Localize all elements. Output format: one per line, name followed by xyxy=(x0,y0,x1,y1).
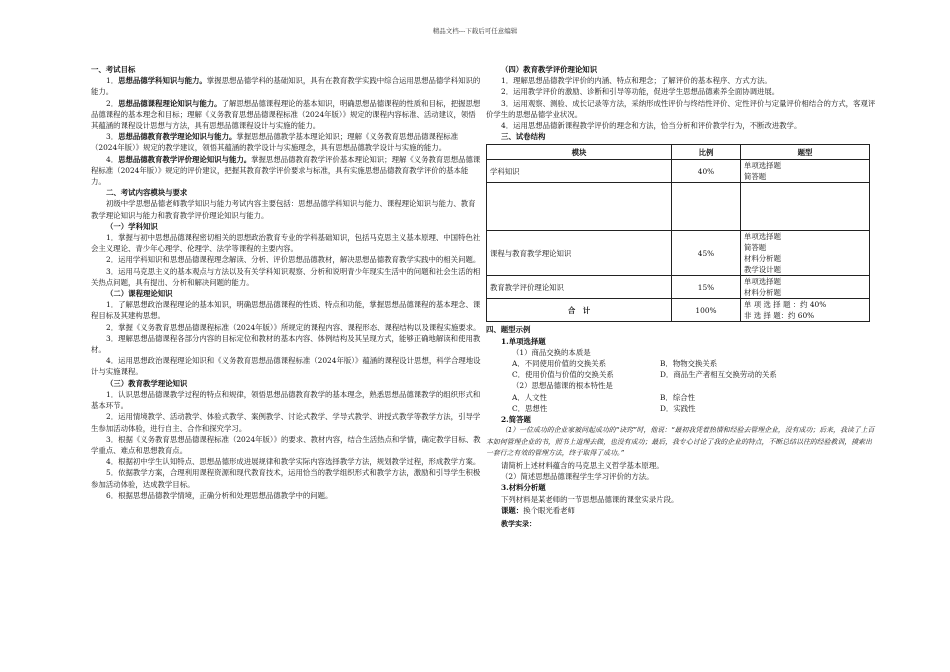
section-title: 二、考试内容模块与要求 xyxy=(106,188,188,198)
table-total-ratio: 100% xyxy=(672,299,741,322)
left-column xyxy=(91,64,482,501)
table-total-label: 合 计 xyxy=(487,299,672,322)
paragraph: 2．掌握《义务教育思想品德课程标准（2024年版）》所规定的课程内容、课程形态、课程结构以及课程实施要求。 xyxy=(106,322,481,332)
paragraph: 5．依据教学方案，合理利用课程资源和现代教育技术，运用恰当的教学组织形式和教学方法，激励和引导学生积极参加活动体验，达成教学目标。 xyxy=(91,468,481,489)
paragraph: 2．运用学科知识和思想品德课程理念解读、分析、评价思想品德教材，解决思想品德教育教学实践中的相关问题。 xyxy=(106,255,481,265)
subsection-title: （三）教育教学理论知识 xyxy=(106,378,188,388)
paragraph: 4．根据初中学生认知特点、思想品德形成进展规律和教学实际内容选择教学方法，规划教学过程，形成教学方案。 xyxy=(106,457,481,467)
right-column xyxy=(486,64,876,529)
paragraph: 1．了解思想政治课程理论的基本知识，明确思想品德课程的性质、特点和功能，掌握思想品德课程的基本理念、课程目标及其建构思想。 xyxy=(91,300,481,321)
table-cell-module: 课程与教育教学理论知识 xyxy=(487,231,672,276)
paragraph: 3．根据《义务教育思想品德课程标准（2024年版）》的要求、教材内容，结合生活热点和学情，确定教学目标、教学重点、难点和思想教育点。 xyxy=(91,434,481,455)
table-cell-module: 学科知识 xyxy=(487,160,672,183)
paragraph: 1．掌握与初中思想品德课程密切相关的思想政治教育专业的学科基础知识，包括马克思主义基本原理、中国特色社会主义理论、青少年心理学、伦理学、法学等课程的主要内容。 xyxy=(91,233,481,254)
table-row-empty xyxy=(487,183,870,231)
paragraph: 6．根据思想品德教学情境，正确分析和处理思想品德教学中的问题。 xyxy=(106,490,333,500)
paragraph: 2．运用教学评价的激励、诊断和引导等功能，促进学生思想品德素养全面协调进展。 xyxy=(501,87,780,97)
table-header: 题型 xyxy=(741,145,870,160)
table-row xyxy=(487,160,870,183)
quote-material: （1）一位成功的企业家被问起成功的“诀窍”时，他说：“最初我凭着热情和经验去管理企业，没有成功；后来，我读了上百本如何管理企业的书，照书上道理去做，也没有成功；最后，我专心讨论了我的企业的特点，不断总结以往的经验教训，摸索出一套行之有效的管理方法，终于取得了成功。” xyxy=(486,426,875,458)
goal-3: 3．思想品德教育教学理论知识与能力。掌握思想品德教学基本理论知识；理解《义务教育思想品德课程标准（2024年版）》规定的教学建议，领悟其蕴涵的教学设计与实施理念，具有思想品德教学设计与实施的能力。 xyxy=(91,132,459,153)
options-row: C．使用价值与价值的交换关系 D．商品生产者相互交换劳动的关系 xyxy=(512,370,777,380)
table-total-type: 单 项 选 择 题 ：约 40% 非 选 择 题：约 60% xyxy=(741,299,870,322)
table-cell-module: 教育教学评价理论知识 xyxy=(487,276,672,299)
question-type-title: 2.简答题 xyxy=(501,415,531,425)
table-total-row xyxy=(487,299,870,322)
subsection-title: （四）教育教学评价理论知识 xyxy=(501,65,598,74)
question-type-title: 3.材料分析题 xyxy=(501,483,546,493)
table-cell-type: 单项选择题 简答题 xyxy=(741,160,870,183)
paragraph: 4．运用思想品德新课程教学评价的理念和方法，恰当分析和评价教学行为，不断改进教学。 xyxy=(501,121,802,131)
options-row: C．思想性 D．实践性 xyxy=(512,403,696,413)
options-row: A．不同使用价值的交换关系 B．物物交换关系 xyxy=(512,359,718,369)
question-type-title: 1.单项选择题 xyxy=(501,336,546,346)
table-header: 模块 xyxy=(487,145,672,160)
goal-4: 4．思想品德教育教学评价理论知识与能力。掌握思想品德教育教学评价基本理论知识；理解《义务教育思想品德课程标准（2024年版）》规定的评价建议，把握其教育教学评价要求与标准，具有实施思想品德教育教学评价的基本能力。 xyxy=(91,154,481,187)
paragraph: 2．运用情境教学、活动教学、体验式教学、案例教学、讨论式教学、学导式教学、讲授式教学等教学方法，引导学生参加活动体验，进行自主、合作和探究学习。 xyxy=(91,412,481,433)
paragraph: 下列材料是某老师的一节思想品德课的课堂实录片段。 xyxy=(501,494,679,504)
table-header-row xyxy=(487,145,870,160)
lesson-topic: 课题：换个眼光看老师 xyxy=(501,505,575,515)
table-row xyxy=(487,276,870,299)
table-cell-ratio: 15% xyxy=(672,276,741,299)
paragraph: 3．运用马克思主义的基本观点与方法以及有关学科知识观察、分析和说明青少年现实生活中的问题和社会生活的相关热点问题，具有提出、分析和解决问题的能力。 xyxy=(91,266,481,287)
paragraph: 初级中学思想品德老师教学知识与能力考试内容主要包括：思想品德学科知识与能力、课程理论知识与能力、教育教学理论知识与能力和教育教学评价理论知识与能力。 xyxy=(91,199,476,220)
question: 请简析上述材料蕴含的马克思主义哲学基本原理。 xyxy=(501,461,664,471)
table-header: 比例 xyxy=(672,145,741,160)
question: （1）商品交换的本质是 xyxy=(512,347,591,357)
subsection-title: （二）课程理论知识 xyxy=(106,289,173,299)
page-header: 精品文档---下载后可任意编辑 xyxy=(432,27,518,35)
paragraph: 1．理解思想品德教学评价的内涵、特点和理念；了解评价的基本程序、方式方法。 xyxy=(501,76,772,86)
question: （2）思想品德课的根本特性是 xyxy=(512,381,613,391)
teaching-record-label: 教学实录： xyxy=(501,519,536,529)
section-title: 三、试卷结构 xyxy=(501,132,546,142)
subsection-title: （一）学科知识 xyxy=(106,221,158,231)
question: （2）简述思想品德课程学生学习评价的方法。 xyxy=(501,472,654,482)
paragraph: 4．运用思想政治课程理论知识和《义务教育思想品德课程标准（2024年版）》蕴涵的课程设计思想，科学合理地设计与实施课程。 xyxy=(91,356,481,377)
table-cell-ratio: 40% xyxy=(672,160,741,183)
goal-1: 1．思想品德学科知识与能力。掌握思想品德学科的基础知识，具有在教育教学实践中综合运用思想品德学科知识的能力。 xyxy=(91,76,481,97)
table-cell-type: 单项选择题 材料分析题 xyxy=(741,276,870,299)
section-title: 四、题型示例 xyxy=(486,325,531,335)
goal-2: 2．思想品德课程理论知识与能力。了解思想品德课程理论的基本知识，明确思想品德课程的性质和目标，把握思想品德课程的基本理念和目标；理解《义务教育思想品德课程标准（2024年版）》规定的课程内容标准、活动建议，领悟其蕴涵的课程设计思想与方法，具有思想品德课程设计与实施的能力。 xyxy=(91,98,481,131)
paragraph: 3．运用观察、测验、成长记录等方法，采纳形成性评价与终结性评价、定性评价与定量评价相结合的方式，客观评价学生的思想品德学业状况。 xyxy=(486,98,876,119)
table-row xyxy=(487,231,870,276)
exam-structure-table xyxy=(486,144,870,322)
options-row: A．人文性 B．综合性 xyxy=(512,392,695,402)
table-cell-type: 单项选择题 简答题 材料分析题 教学设计题 xyxy=(741,231,870,276)
table-cell-ratio: 45% xyxy=(672,231,741,276)
paragraph: 3．理解思想品德课程各部分内容的目标定位和教材的基本内容、体例结构及其呈现方式，能够正确地解读和使用教材。 xyxy=(91,333,481,355)
section-title: 一、考试目标 xyxy=(91,65,136,74)
paragraph: 1．认识思想品德课教学过程的特点和规律，领悟思想品德教育教学的基本理念，熟悉思想品德课教学的组织形式和基本环节。 xyxy=(91,389,481,411)
